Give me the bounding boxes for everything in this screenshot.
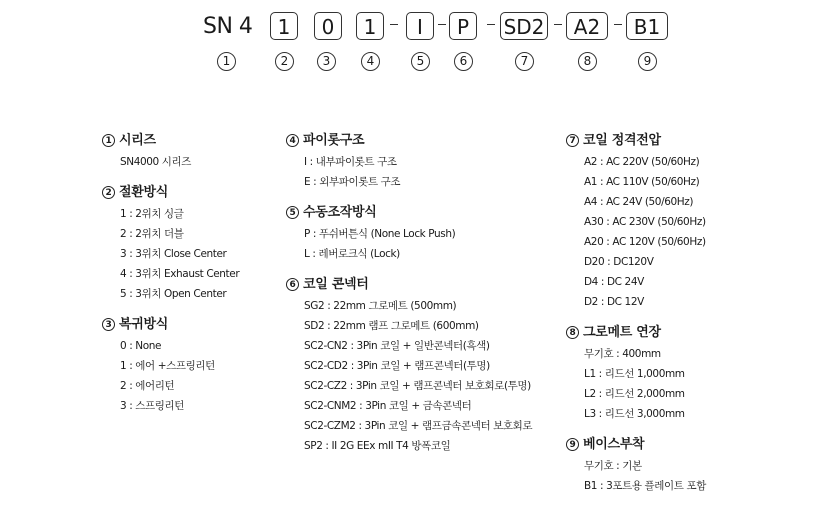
section-pilot <box>286 130 532 192</box>
list-item: L1 : 리드선 1,000mm <box>584 368 685 380</box>
list-item: 1 : 2위치 싱글 <box>120 208 184 220</box>
section-title: 2 절환방식 <box>102 182 239 204</box>
section-title: 7 코일 정격전압 <box>566 130 706 152</box>
list-item: 무기호 : 기본 <box>584 460 642 472</box>
column-left <box>102 130 239 416</box>
list-item: 4 : 3위치 Exhaust Center <box>120 268 240 280</box>
section-title: 1 시리즈 <box>102 130 239 152</box>
code-box-switching: 1 <box>270 12 298 40</box>
section-title: 6 코일 콘넥터 <box>286 274 532 296</box>
section-return <box>102 314 239 416</box>
circled-number-5: 5 <box>411 52 430 71</box>
section-title: 3 복귀방식 <box>102 314 239 336</box>
section-series <box>102 130 239 172</box>
list-item: SP2 : II 2G EEx mII T4 방폭코일 <box>304 440 451 452</box>
section-title: 5 수동조작방식 <box>286 202 532 224</box>
section-title: 9 베이스부착 <box>566 434 706 456</box>
list-item: SC2-CZ2 : 3Pin 코일 + 램프콘넥터 보호회로(투명) <box>304 380 531 392</box>
list-item: A2 : AC 220V (50/60Hz) <box>584 156 700 168</box>
list-item: 3 : 스프링리턴 <box>120 400 185 412</box>
list-item: L : 레버로크식 (Lock) <box>304 248 400 260</box>
list-item: D4 : DC 24V <box>584 276 644 288</box>
section-manual <box>286 202 532 264</box>
dash <box>487 24 495 25</box>
code-box-pilot: 1 <box>356 12 384 40</box>
list-item: E : 외부파이롯트 구조 <box>304 176 401 188</box>
circled-number-8: 8 <box>578 52 597 71</box>
list-item: A1 : AC 110V (50/60Hz) <box>584 176 700 188</box>
dash <box>438 24 446 25</box>
circled-number-3: 3 <box>317 52 336 71</box>
column-right <box>566 130 706 496</box>
series-label: SN 4 <box>203 14 253 39</box>
circled-number-1: 1 <box>217 52 236 71</box>
section-coil-connector <box>286 274 532 456</box>
model-code-row <box>0 0 840 80</box>
list-item: 0 : None <box>120 340 162 352</box>
list-item: D2 : DC 12V <box>584 296 644 308</box>
list-item: A4 : AC 24V (50/60Hz) <box>584 196 694 208</box>
list-item: SD2 : 22mm 램프 그로메트 (600mm) <box>304 320 479 332</box>
section-grommet <box>566 322 706 424</box>
list-item: SN4000 시리즈 <box>120 156 192 168</box>
section-title: 8 그로메트 연장 <box>566 322 706 344</box>
section-voltage <box>566 130 706 312</box>
list-item: 2 : 2위치 더블 <box>120 228 184 240</box>
code-box-voltage: SD2 <box>500 12 548 40</box>
section-base <box>566 434 706 496</box>
list-item: 2 : 에어리턴 <box>120 380 175 392</box>
list-item: L2 : 리드선 2,000mm <box>584 388 685 400</box>
dash <box>390 24 398 25</box>
circled-number-2: 2 <box>275 52 294 71</box>
list-item: I : 내부파이롯트 구조 <box>304 156 397 168</box>
list-item: SC2-CNM2 : 3Pin 코일 + 금속콘넥터 <box>304 400 472 412</box>
list-item: L3 : 리드선 3,000mm <box>584 408 685 420</box>
list-item: 3 : 3위치 Close Center <box>120 248 227 260</box>
list-item: SC2-CZM2 : 3Pin 코일 + 램프금속콘넥터 보호회로 <box>304 420 533 432</box>
column-middle <box>286 130 532 456</box>
list-item: 1 : 에어 +스프링리턴 <box>120 360 215 372</box>
list-item: 5 : 3위치 Open Center <box>120 288 227 300</box>
circled-number-9: 9 <box>638 52 657 71</box>
circled-number-7: 7 <box>515 52 534 71</box>
circled-number-6: 6 <box>454 52 473 71</box>
code-box-base: B1 <box>626 12 668 40</box>
list-item: SC2-CD2 : 3Pin 코일 + 램프콘넥터(투명) <box>304 360 490 372</box>
code-box-coil-connector: P <box>449 12 477 40</box>
list-item: SC2-CN2 : 3Pin 코일 + 일반콘넥터(흑색) <box>304 340 490 352</box>
list-item: SG2 : 22mm 그로메트 (500mm) <box>304 300 457 312</box>
section-title: 4 파이롯구조 <box>286 130 532 152</box>
circled-number-4: 4 <box>361 52 380 71</box>
code-box-return: 0 <box>314 12 342 40</box>
list-item: A30 : AC 230V (50/60Hz) <box>584 216 706 228</box>
code-box-manual: I <box>406 12 434 40</box>
list-item: A20 : AC 120V (50/60Hz) <box>584 236 706 248</box>
list-item: 무기호 : 400mm <box>584 348 661 360</box>
section-switching <box>102 182 239 304</box>
dash <box>614 24 622 25</box>
list-item: D20 : DC120V <box>584 256 654 268</box>
list-item: P : 푸쉬버튼식 (None Lock Push) <box>304 228 456 240</box>
dash <box>554 24 562 25</box>
list-item: B1 : 3포트용 플레이트 포함 <box>584 480 706 492</box>
code-box-grommet: A2 <box>566 12 608 40</box>
